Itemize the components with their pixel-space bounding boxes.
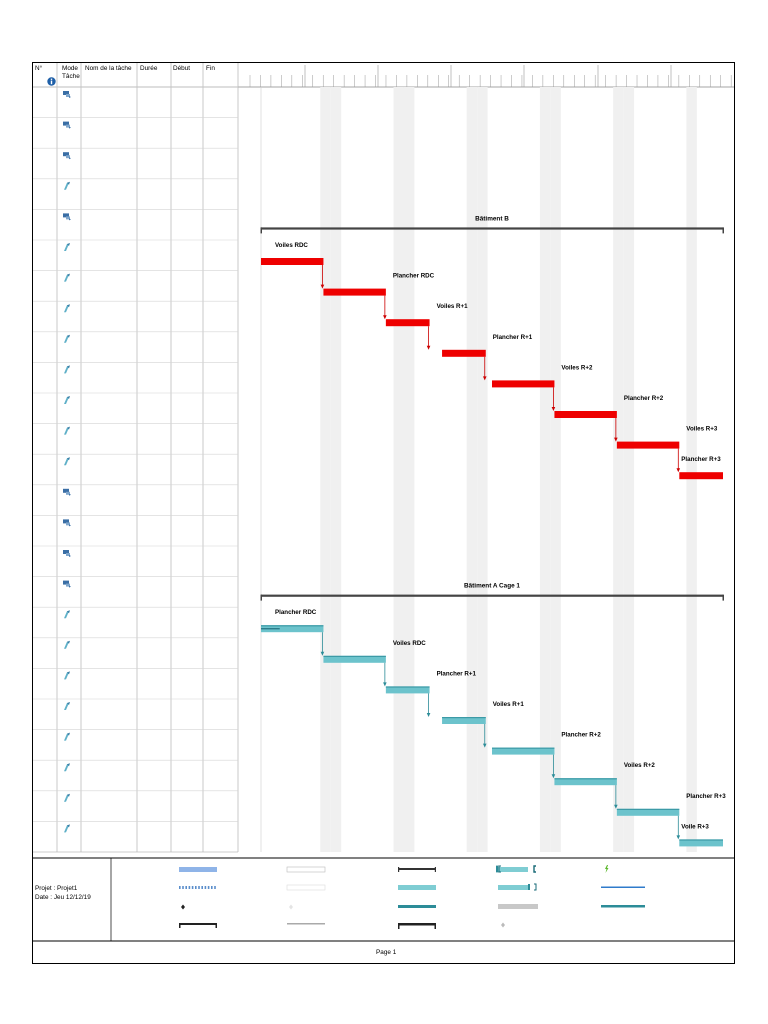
gantt-sheet [32,62,735,964]
task-b-bar[interactable] [617,442,679,449]
task-a-bar[interactable] [679,839,723,846]
gantt-chart [33,63,735,964]
manual-task-icon [64,396,70,404]
manual-task-icon [64,824,70,832]
task-a-bar-label: Voiles R+2 [623,762,655,770]
task-b-bar-label: Plancher R+2 [623,395,664,402]
task-b-bar[interactable] [386,319,430,326]
auto-task-icon [63,550,71,557]
manual-task-icon [64,274,70,282]
task-a-bar[interactable] [261,625,323,632]
manual-task-icon [64,427,70,435]
manual-task-icon [64,763,70,771]
task-b-bar-label: Plancher R+3 [681,456,721,464]
task-a-bar-label: Plancher RDC [275,609,317,617]
project-date: Date : Jeu 12/12/19 [35,894,91,901]
manual-task-icon [64,457,70,465]
manual-task-icon [64,702,70,710]
task-b-bar[interactable] [323,289,385,296]
auto-task-icon [63,122,71,129]
task-a-bar-label: Voile R+3 [681,823,709,831]
task-b-bar[interactable] [492,380,554,387]
task-b-bar-label: Plancher RDC [392,272,435,280]
task-b-bar[interactable] [261,258,323,265]
header-mode-2: Tâche [62,73,80,80]
task-b-bar-label: Voiles RDC [275,242,308,249]
task-a-bar-label: Plancher R+1 [436,670,476,678]
page-number: Page 1 [376,949,397,956]
auto-task-icon [63,152,71,159]
task-b-bar-label: Plancher R+1 [492,333,533,341]
task-a-bar[interactable] [617,809,679,816]
task-b-bar[interactable] [679,472,723,479]
task-a-bar-label: Plancher R+2 [561,731,601,739]
manual-task-icon [64,671,70,679]
header-duration: Durée [140,65,158,72]
link-arrowhead [383,682,387,686]
task-a-bar[interactable] [442,717,486,724]
auto-task-icon [63,91,71,98]
task-a-bar-label: Voiles RDC [392,639,426,647]
manual-task-icon [64,794,70,802]
header-name: Nom de la tâche [85,65,132,72]
manual-task-icon [64,304,70,312]
manual-task-icon [64,365,70,373]
task-a-bar-label: Plancher R+3 [686,792,726,800]
link-arrowhead [676,468,680,472]
auto-task-icon [63,489,71,496]
manual-task-icon [64,733,70,741]
project-name: Projet : Projet1 [35,885,78,892]
auto-task-icon [63,519,71,526]
link-arrowhead [427,713,431,717]
task-a-bar[interactable] [554,778,616,785]
summary-bar-batiment-a-label: Bâtiment A Cage 1 [464,582,520,590]
manual-task-icon [64,335,70,343]
task-b-bar-label: Voiles R+1 [436,303,468,311]
task-b-bar[interactable] [442,350,486,357]
task-b-bar-label: Voiles R+2 [561,364,593,372]
manual-task-icon [64,182,70,190]
link-arrowhead [676,835,680,839]
summary-bar-batiment-b-label: Bâtiment B [475,215,509,223]
task-a-bar[interactable] [492,748,554,755]
link-arrowhead [427,346,431,350]
auto-task-icon [63,213,71,220]
manual-task-icon [64,610,70,618]
link-arrowhead [383,315,387,319]
header-num: N° [35,65,43,72]
task-b-bar-label: Voiles R+3 [686,425,718,433]
manual-task-icon [64,641,70,649]
auto-task-icon [63,581,71,588]
manual-task-icon [64,243,70,251]
task-a-bar-label: Voiles R+1 [492,701,524,708]
task-b-bar[interactable] [554,411,616,418]
task-a-bar[interactable] [386,686,430,693]
task-a-bar[interactable] [323,656,385,663]
header-mode: Mode [62,65,78,72]
header-end: Fin [206,65,215,72]
header-start: Début [173,65,191,72]
